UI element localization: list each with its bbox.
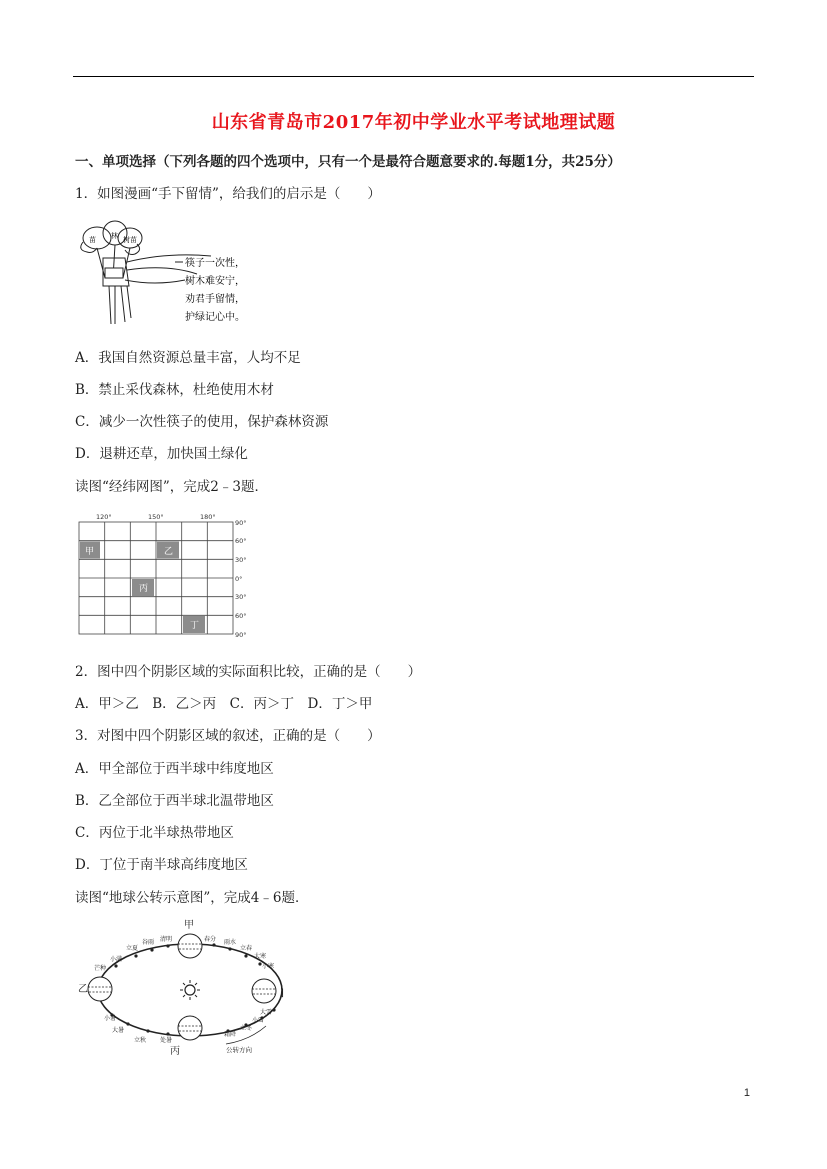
question-1-option-d: D．退耕还草，加快国土绿化 [75, 446, 248, 462]
cartoon-poem-line: 筷子一次性， [185, 258, 245, 269]
longitude-label: 180° [200, 513, 216, 521]
earth-revolution-figure [76, 914, 306, 1060]
solar-term-label: 大寒 [254, 953, 267, 960]
solar-term-label: 立夏 [126, 945, 139, 952]
question-3-stem: 3．对图中四个阴影区域的叙述，正确的是（ ） [75, 728, 381, 744]
solar-term-label: 立秋 [134, 1037, 147, 1044]
section-heading: 一、单项选择（下列各题的四个选项中，只有一个是最符合题意要求的.每题1分，共25分） [75, 154, 621, 170]
solar-term-label: 大暑 [112, 1027, 125, 1034]
solar-term-label: 春分 [204, 936, 217, 943]
solar-term-label: 雨水 [224, 939, 237, 946]
latitude-label: 90° [235, 519, 247, 527]
earth-position-bing [178, 1016, 202, 1040]
solar-term-label: 立冬 [240, 1025, 253, 1032]
question-3-option-b: B．乙全部位于西半球北温带地区 [75, 793, 274, 809]
cartoon-figure [75, 218, 255, 330]
cell-label-ding: 丁 [190, 621, 200, 631]
solar-term-label: 小满 [110, 956, 123, 963]
lat-long-grid-figure [76, 510, 256, 640]
question-3-option-c: C．丙位于北半球热带地区 [75, 825, 234, 841]
position-label-yi: 乙 [78, 984, 88, 995]
solar-term-label: 谷雨 [142, 939, 155, 946]
earth-position-jia [178, 934, 202, 958]
question-1-option-c: C．减少一次性筷子的使用，保护森林资源 [75, 414, 329, 430]
document-title: 山东省青岛市2017年初中学业水平考试地理试题 [211, 112, 616, 133]
longitude-label: 150° [148, 513, 164, 521]
cartoon-poem-line: 树木难安宁， [185, 276, 245, 287]
cartoon-tree-label: 林 [111, 232, 118, 240]
sun-icon [180, 980, 200, 1000]
solar-term-label: 小雪 [252, 1017, 265, 1024]
cell-label-bing: 丙 [139, 584, 149, 594]
cartoon-poem-line: 护绿记心中。 [185, 312, 245, 323]
earth-position-ding [252, 979, 276, 1003]
latitude-label: 0° [235, 575, 243, 583]
question-1-option-b: B．禁止采伐森林，杜绝使用木材 [75, 382, 274, 398]
intro-questions-2-3: 读图“经纬网图”，完成2﹣3题． [75, 479, 268, 495]
solar-term-label: 芒种 [94, 965, 107, 972]
solar-term-label: 清明 [160, 936, 173, 943]
intro-questions-4-6: 读图“地球公转示意图”，完成4﹣6题． [75, 890, 309, 906]
question-3-option-a: A．甲全部位于西半球中纬度地区 [75, 761, 274, 777]
cartoon-tree-label: 树苗 [123, 236, 137, 244]
direction-label: 公转方向 [226, 1046, 252, 1054]
solar-term-label: 大雪 [260, 1009, 273, 1016]
cartoon-tree-label: 苗 [89, 236, 96, 244]
cell-label-yi: 乙 [164, 547, 174, 557]
latitude-label: 30° [235, 556, 247, 564]
header-rule [73, 76, 754, 77]
solar-term-label: 处暑 [160, 1037, 173, 1044]
question-2-stem: 2．图中四个阴影区域的实际面积比较，正确的是（ ） [75, 664, 422, 680]
question-1-option-a: A．我国自然资源总量丰富，人均不足 [75, 350, 301, 366]
latitude-label: 60° [235, 537, 247, 545]
latitude-label: 60° [235, 612, 247, 620]
latitude-label: 30° [235, 593, 247, 601]
question-2-options: A．甲＞乙 B．乙＞丙 C．丙＞丁 D．丁＞甲 [75, 696, 373, 712]
cell-label-jia: 甲 [85, 547, 95, 557]
position-label-bing: 丙 [170, 1046, 180, 1057]
position-label-jia: 甲 [184, 920, 194, 931]
page-number: 1 [743, 1087, 750, 1099]
solar-term-label: 小寒 [262, 963, 275, 970]
solar-term-label: 霜降 [224, 1031, 237, 1038]
latitude-label: 90° [235, 631, 247, 639]
position-label-ding: ] [280, 988, 284, 999]
longitude-label: 120° [96, 513, 112, 521]
question-1-stem: 1．如图漫画“手下留情”，给我们的启示是（ ） [75, 186, 381, 202]
cartoon-poem-line: 劝君手留情， [185, 294, 245, 305]
solar-term-label: 立春 [240, 945, 253, 952]
earth-position-yi [88, 977, 112, 1001]
question-3-option-d: D．丁位于南半球高纬度地区 [75, 857, 248, 873]
solar-term-label: 小暑 [104, 1015, 117, 1022]
